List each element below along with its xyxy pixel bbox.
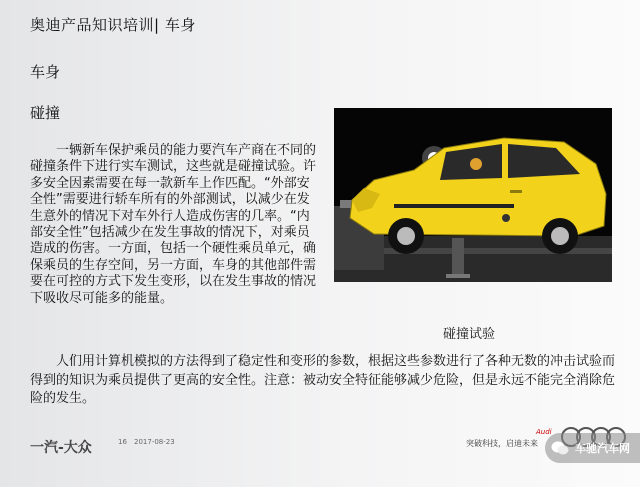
subsection-title: 碰撞 bbox=[30, 104, 61, 122]
watermark bbox=[545, 433, 640, 463]
watermark-text: 车驰汽车网 bbox=[575, 442, 630, 455]
audi-wordmark: Audi bbox=[536, 428, 552, 436]
photo-caption: 碰撞试验 bbox=[443, 327, 496, 342]
footer-tagline: 突破科技，启迪未来 bbox=[466, 439, 538, 448]
crash-test-photo bbox=[334, 108, 612, 282]
body-paragraph-2: 人们用计算机模拟的方法得到了稳定性和变形的参数，根据这些参数进行了各种无数的冲击试验而得到的知识为乘员提供了更高的安全性。注意：被动安全特征能够减少危险，但是永远不能完全消除危险的发生。 bbox=[30, 354, 616, 406]
header-title: 奥迪产品知识培训| 车身 bbox=[30, 16, 196, 34]
chat-bubble-icon bbox=[551, 440, 569, 456]
page-number: 16 bbox=[118, 438, 127, 446]
footer-date: 2017-08-23 bbox=[134, 438, 175, 446]
section-title: 车身 bbox=[30, 63, 61, 81]
faw-vw-logo: 一汽-大众 bbox=[30, 440, 92, 456]
body-paragraph-1: 一辆新车保护乘员的能力要汽车产商在不同的碰撞条件下进行实车测试，这些就是碰撞试验。许多安全因素需要在每一款新车上作匹配。“外部安全性”需要进行轿车所有的外部测试，以减少在发生意外的情况下对车外行人造成伤害的几率。“内部安全性”包括减少在发生事故的情况下，对乘员造成的伤害。一方面，包括一个硬性乘员单元，确保乘员的生存空间，另一方面，车身的其他部件需要在可控的方式下发生变形，以在发生事故的情况下吸收尽可能多的能量。 bbox=[30, 143, 317, 306]
